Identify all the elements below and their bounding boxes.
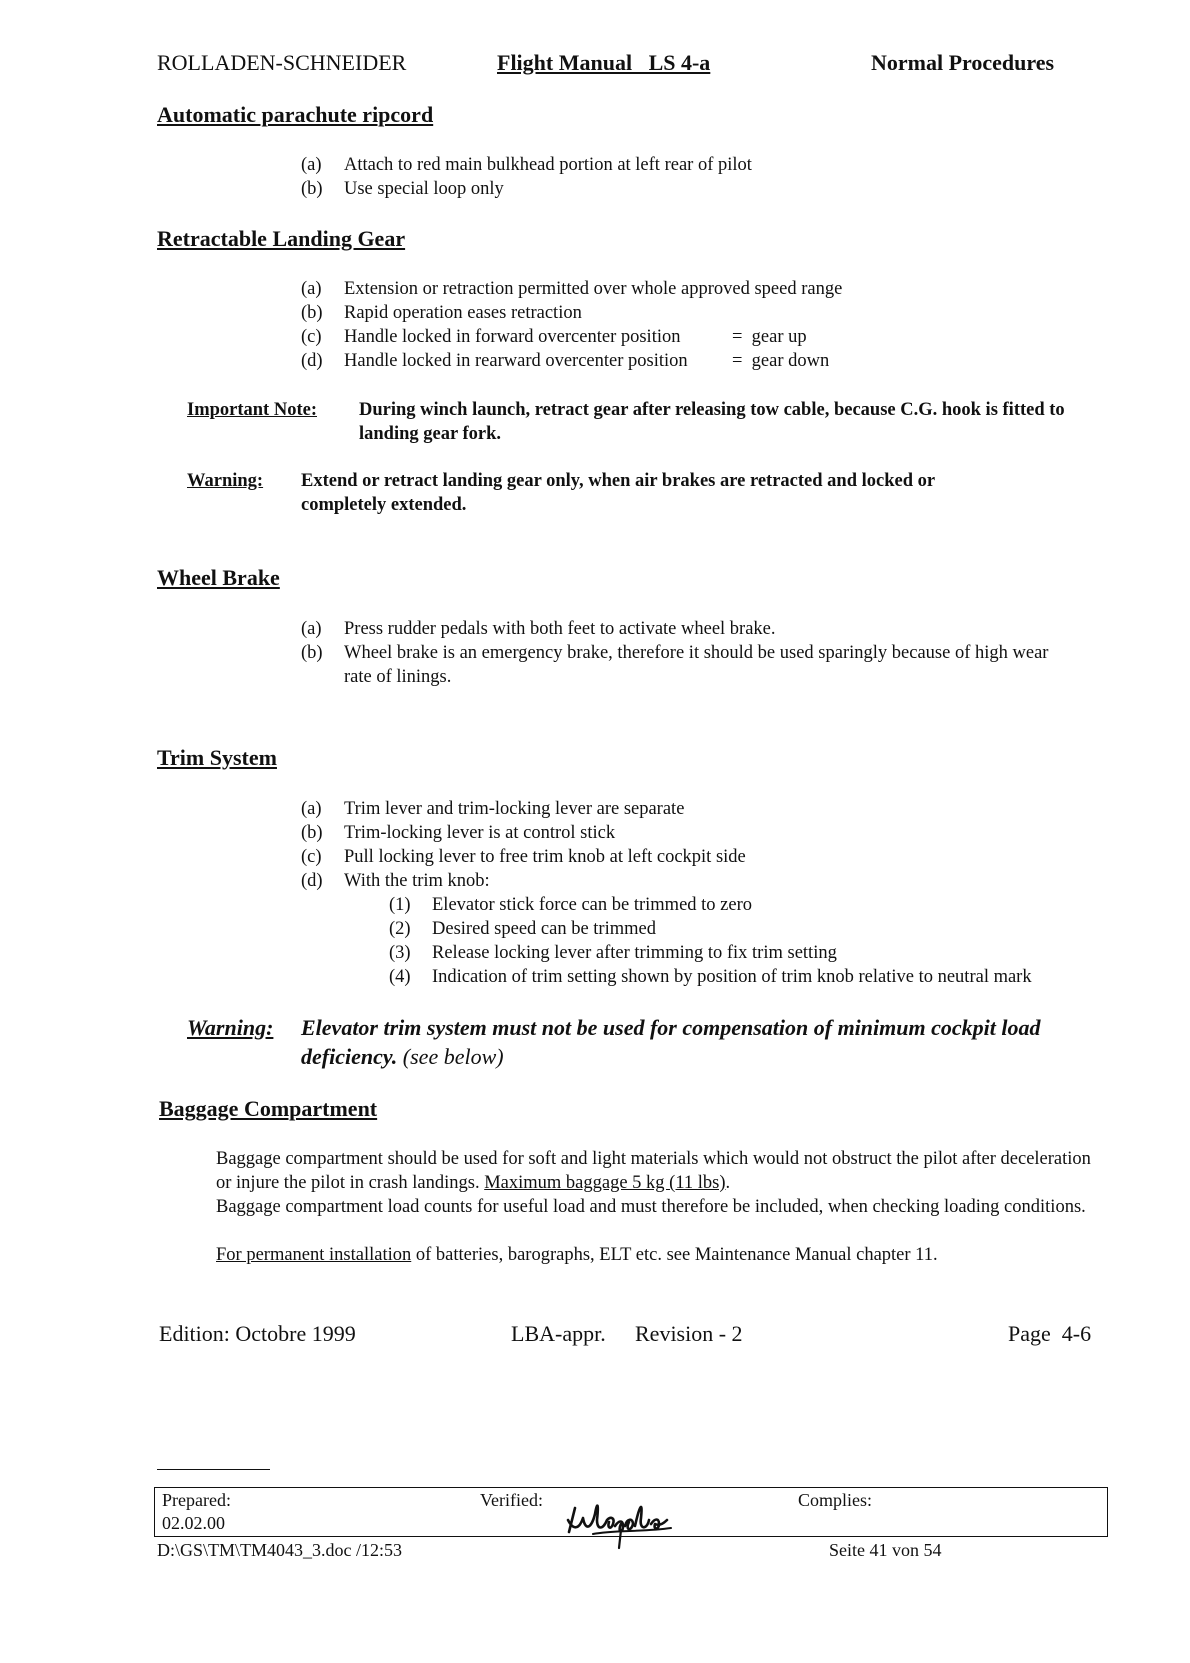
item-text: Handle locked in rearward overcenter position (344, 351, 688, 371)
header-company: ROLLADEN-SCHNEIDER (157, 50, 407, 75)
trim-warning-label: Warning: (187, 1015, 274, 1040)
verified-label: Verified: (480, 1490, 543, 1510)
item-label: (a) (301, 155, 322, 175)
item-text: Wheel brake is an emergency brake, therefore it should be used sparingly because of high wear rate of linings. (344, 643, 1049, 687)
item-label: (b) (301, 303, 323, 323)
trim-warning-tail: (see below) (402, 1044, 504, 1069)
file-path: D:\GS\TM\TM4043_3.doc /12:53 (157, 1540, 403, 1560)
item-label: (d) (301, 871, 323, 891)
item-label: (c) (301, 327, 322, 347)
item-text: Handle locked in forward overcenter position (344, 327, 681, 347)
trim-warning-text: Elevator trim system must not be used for compensation of minimum cockpit load deficiency. (301, 1015, 1041, 1069)
gear-warning-label: Warning: (187, 471, 264, 491)
item-label: (c) (301, 847, 322, 867)
item-text: Extension or retraction permitted over whole approved speed range (344, 279, 843, 299)
item-text: Elevator stick force can be trimmed to zero (432, 895, 753, 915)
baggage-installation-text: of batteries, barographs, ELT etc. see Maintenance Manual chapter 11. (411, 1245, 938, 1265)
section-title-trim: Trim System (157, 745, 277, 770)
footnote-divider (157, 1469, 270, 1470)
list-item (301, 153, 1101, 177)
baggage-paragraph-2: Baggage compartment load counts for useful load and must therefore be included, when checking loading conditions. (216, 1197, 1086, 1217)
item-text: Trim lever and trim-locking lever are separate (344, 799, 685, 819)
prepared-date: 02.02.00 (162, 1513, 225, 1533)
item-text: With the trim knob: (344, 871, 490, 891)
list-item (389, 893, 1179, 917)
item-text: Attach to red main bulkhead portion at left rear of pilot (344, 155, 752, 175)
baggage-text: Baggage compartment should be used for soft and light materials which would not obstruct the pilot after deceleration or injure the pilot in crash landings. (216, 1149, 1091, 1193)
item-text: Trim-locking lever is at control stick (344, 823, 616, 843)
baggage-paragraph-1 (216, 1147, 1096, 1195)
item-label: (2) (389, 919, 411, 939)
item-text: Use special loop only (344, 179, 504, 199)
item-label: (b) (301, 643, 323, 663)
sheet-number: Seite 41 von 54 (829, 1540, 942, 1560)
baggage-period: . (725, 1173, 731, 1193)
item-result: = gear down (732, 351, 830, 371)
baggage-paragraph-3 (216, 1243, 1096, 1267)
list-item (301, 177, 1101, 201)
footer-approval: LBA-appr. (511, 1321, 606, 1346)
list-item (301, 797, 1121, 821)
list-item (301, 845, 1121, 869)
item-label: (4) (389, 967, 411, 987)
list-item (301, 325, 1121, 349)
list-item (301, 821, 1121, 845)
footer-page: Page 4-6 (1008, 1321, 1092, 1346)
item-label: (a) (301, 279, 322, 299)
list-item (301, 869, 1121, 893)
list-item (389, 965, 1179, 989)
item-label: (3) (389, 943, 411, 963)
list-item (301, 301, 1121, 325)
item-label: (a) (301, 619, 322, 639)
item-text: Desired speed can be trimmed (432, 919, 656, 939)
item-label: (d) (301, 351, 323, 371)
section-title-landing-gear: Retractable Landing Gear (157, 226, 406, 251)
prepared-label: Prepared: (162, 1490, 231, 1510)
header-chapter: Normal Procedures (871, 50, 1055, 75)
list-item (301, 641, 1081, 689)
item-text: Rapid operation eases retraction (344, 303, 582, 323)
baggage-permanent-installation: For permanent installation (216, 1245, 412, 1265)
footer-revision: Revision - 2 (635, 1321, 743, 1346)
baggage-max-weight: Maximum baggage 5 kg (11 lbs) (484, 1173, 726, 1193)
item-label: (b) (301, 179, 323, 199)
header-manual-title: Flight Manual LS 4-a (497, 50, 711, 75)
item-label: (b) (301, 823, 323, 843)
section-title-wheel-brake: Wheel Brake (157, 565, 280, 590)
list-item (301, 617, 1121, 641)
section-title-ripcord: Automatic parachute ripcord (157, 102, 434, 127)
list-item (389, 917, 1179, 941)
footer-edition: Edition: Octobre 1999 (159, 1321, 356, 1346)
item-label: (1) (389, 895, 411, 915)
item-text: Indication of trim setting shown by position of trim knob relative to neutral mark (432, 967, 1032, 987)
important-note-text: During winch launch, retract gear after releasing tow cable, because C.G. hook is fitted to landing gear fork. (359, 400, 1065, 444)
important-note-label: Important Note: (187, 400, 317, 420)
gear-warning-text: Extend or retract landing gear only, when air brakes are retracted and locked or completely extended. (301, 471, 935, 515)
item-result: = gear up (732, 327, 807, 347)
trim-warning (301, 1013, 1101, 1071)
item-label: (a) (301, 799, 322, 819)
item-text: Press rudder pedals with both feet to activate wheel brake. (344, 619, 776, 639)
complies-label: Complies: (798, 1490, 873, 1510)
list-item (389, 941, 1179, 965)
list-item (301, 349, 1121, 373)
signature-image (563, 1490, 683, 1552)
item-text: Release locking lever after trimming to fix trim setting (432, 943, 837, 963)
item-text: Pull locking lever to free trim knob at left cockpit side (344, 847, 746, 867)
list-item (301, 277, 1121, 301)
section-title-baggage: Baggage Compartment (159, 1096, 378, 1121)
